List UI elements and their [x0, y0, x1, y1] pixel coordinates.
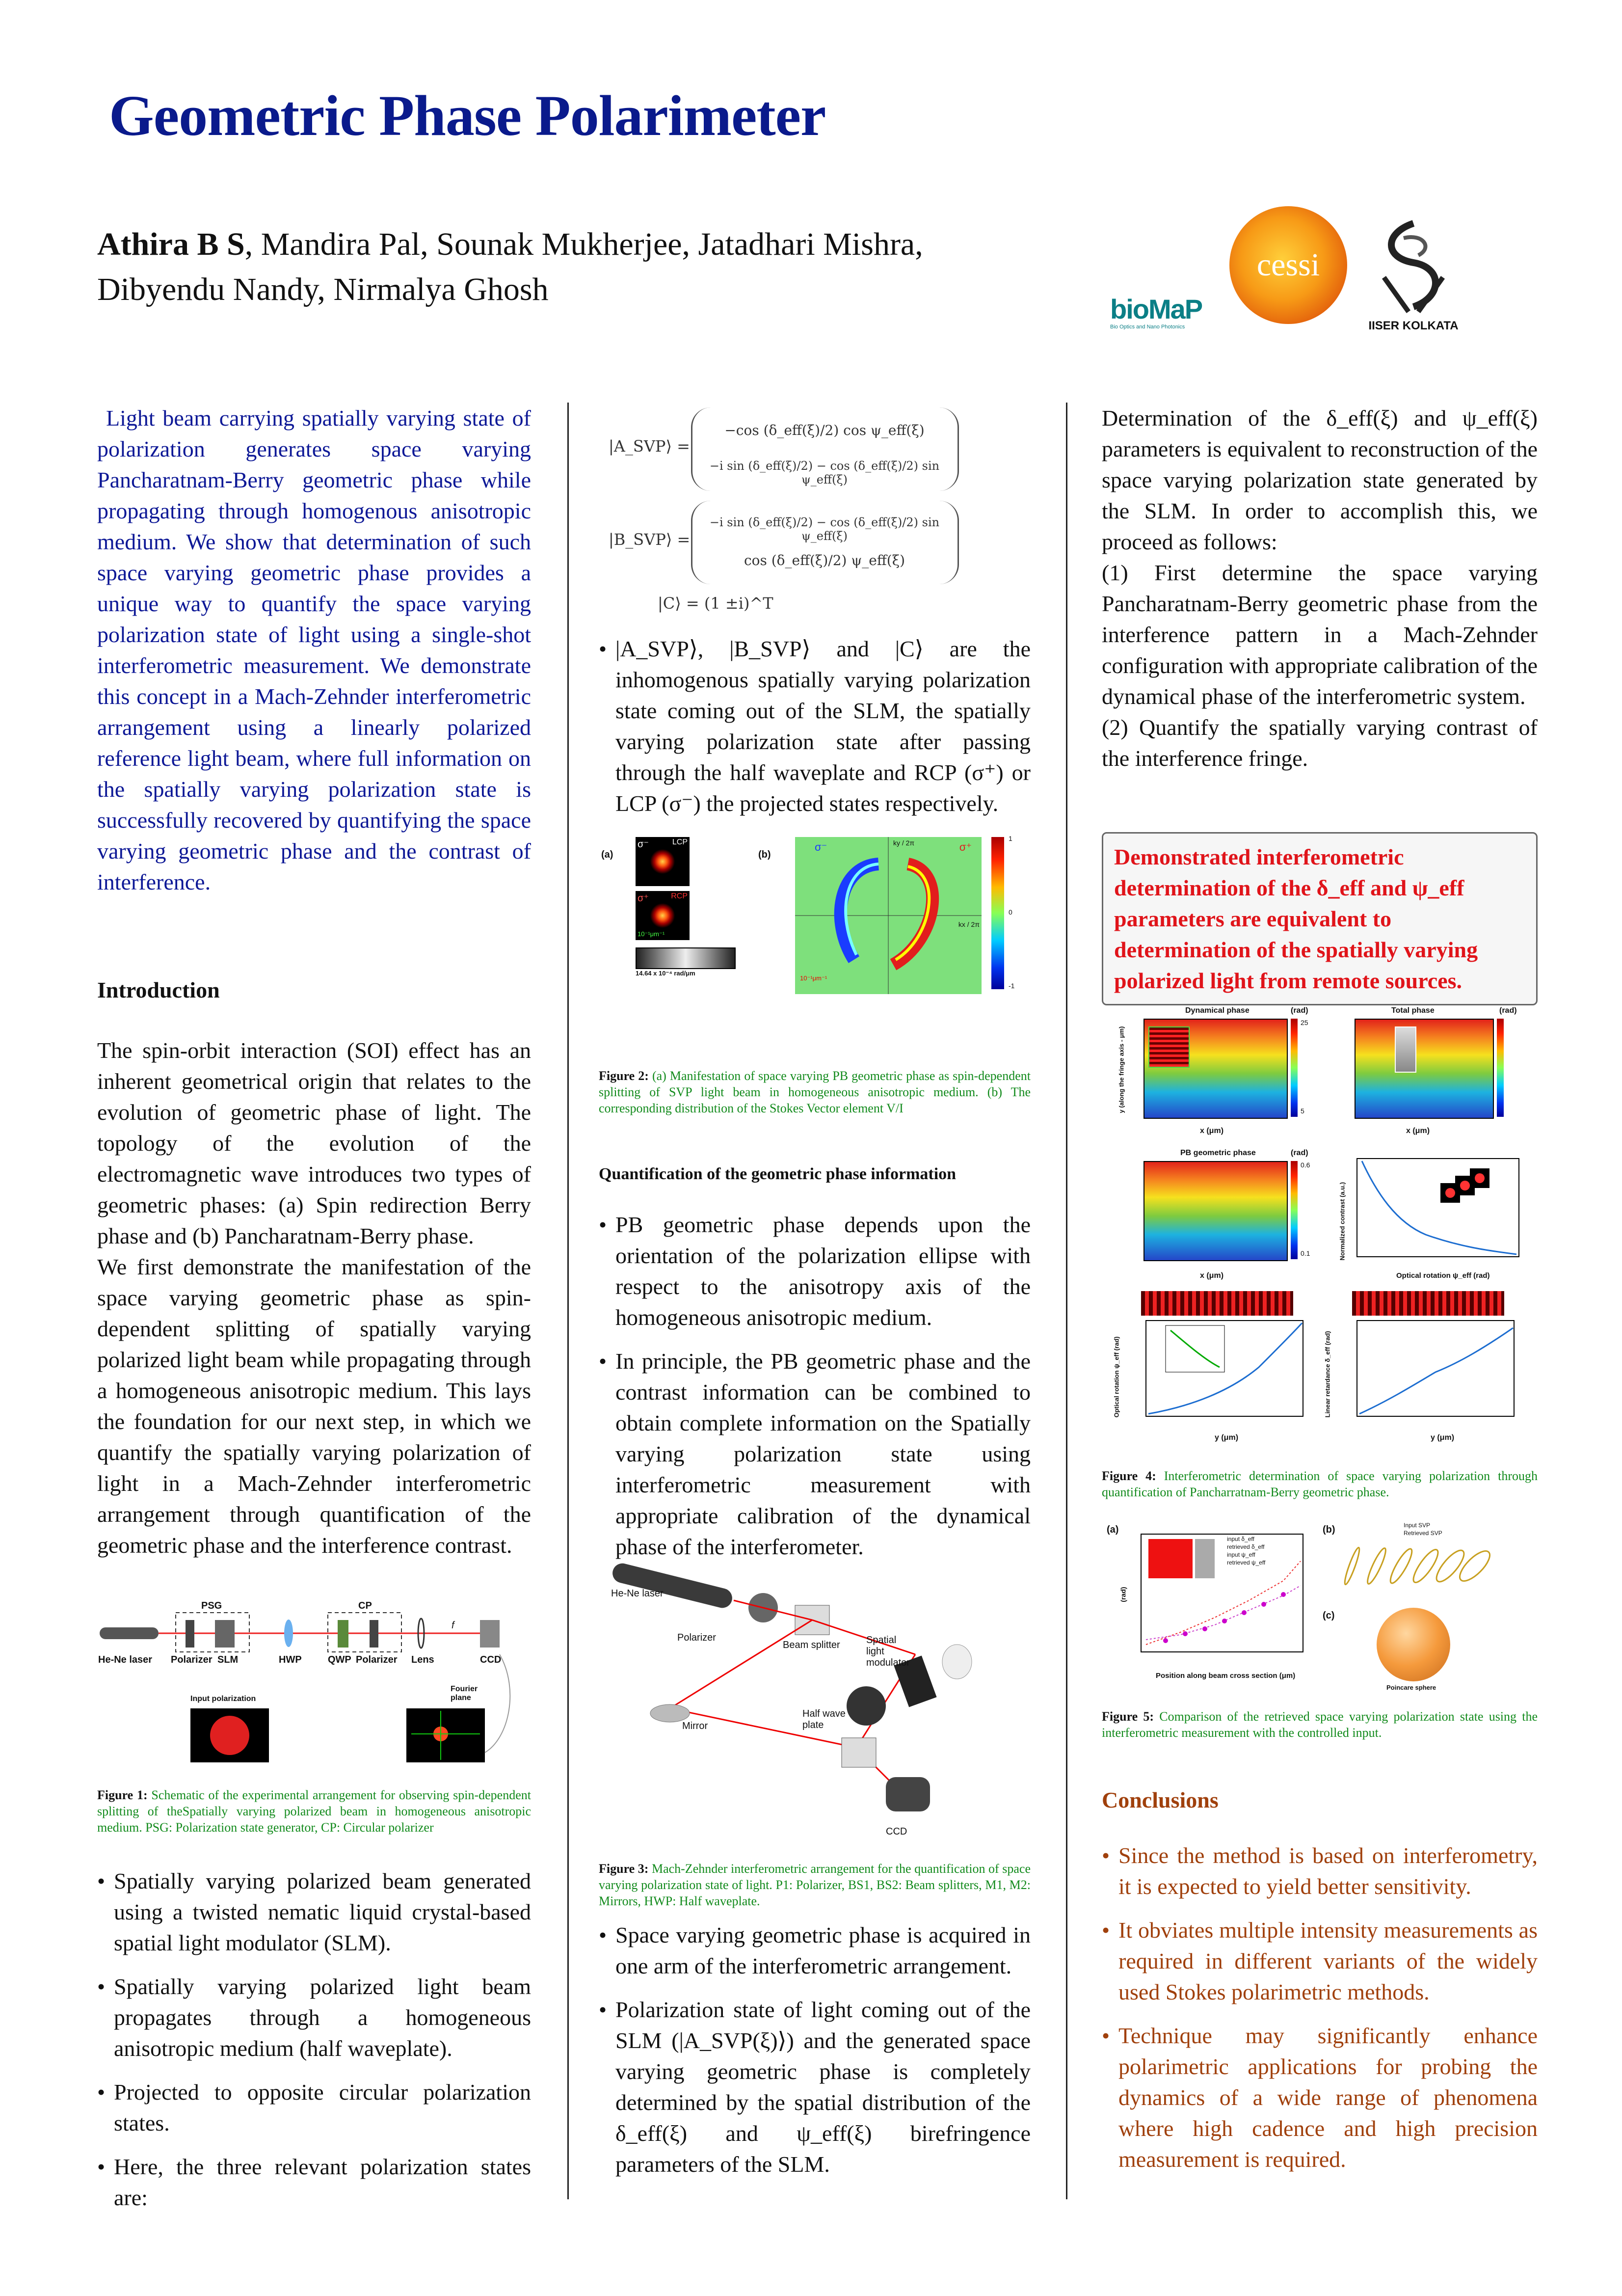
- fig2-caption-label: Figure 2:: [599, 1069, 649, 1083]
- figure-2-caption: [599, 1068, 1031, 1116]
- fig3-slm: Spatial light modulator: [866, 1635, 910, 1668]
- fig2-gradient-bar: [636, 947, 736, 969]
- conclusion-2: • It obviates multiple intensity measurements as required in different variants of the widely used Stokes polarimetric methods.: [1102, 1915, 1538, 2007]
- authors-line1: , Mandira Pal, Sounak Mukherjee, Jatadhari Mishra,: [244, 226, 923, 262]
- fig5-legend-3: input ψ_eff: [1227, 1551, 1255, 1558]
- figure-1-caption: [97, 1787, 531, 1836]
- poster-title: Geometric Phase Polarimeter: [109, 83, 826, 148]
- col3-paragraph-2: (1) First determine the space varying Pancharatnam-Berry geometric phase from the interference pattern in a Mach-Zehnder configuration with appropriate calibration of the dynamical phase of the interferometric system.: [1102, 560, 1538, 709]
- column-divider-2: [1066, 403, 1067, 2199]
- fig4-dyn-cb-5: 5: [1301, 1107, 1304, 1115]
- fig5-caption-label: Figure 5:: [1102, 1709, 1154, 1724]
- fig1-label-laser: He-Ne laser: [98, 1654, 153, 1665]
- fig3-laser: He-Ne laser: [611, 1588, 664, 1599]
- fig2-caption-text: (a) Manifestation of space varying PB geometric phase as spin-dependent splitting of SVP light beam in homogeneous anisotropic medium. (b) The corresponding distribution of the Stokes Vector element V/I: [599, 1069, 1031, 1115]
- biomap-logo-sub: Bio Optics and Nano Photonics: [1110, 324, 1185, 330]
- fig3-mirror: Mirror: [682, 1721, 708, 1731]
- fig1-f-label: f: [452, 1620, 454, 1631]
- fig4-fringe-strip-2: [1352, 1291, 1504, 1316]
- fig5-legend-1: input δ_eff: [1227, 1536, 1254, 1542]
- fig4-rotation-ylabel: Optical rotation ψ_eff (rad): [1113, 1336, 1120, 1418]
- fig4-rotation-plot: [1131, 1318, 1308, 1431]
- fig4-dyn-map: [1143, 1019, 1288, 1119]
- fig2-scale-a: 10⁻¹μm⁻¹: [638, 930, 665, 938]
- fig4-dyn-rad: (rad): [1291, 1006, 1308, 1015]
- fig3-hwp: Half wave plate: [802, 1708, 846, 1730]
- equations: [609, 407, 1031, 614]
- fig1-label-qwp: QWP: [328, 1654, 351, 1665]
- fig4-caption-label: Figure 4:: [1102, 1469, 1156, 1483]
- figure-4: [1102, 1006, 1539, 1448]
- iiser-emblem-icon: [1355, 218, 1472, 317]
- col1-bullet-2: • Spatially varying polarized light beam propagates through a homogeneous anisotropic medium (half waveplate).: [97, 1971, 531, 2064]
- fig2-cb-neg1: -1: [1009, 982, 1015, 990]
- fig4-dyn-cb-25: 25: [1301, 1019, 1308, 1026]
- eq-a-row1: −cos (δ_eff(ξ)/2) cos ψ_eff(ξ): [724, 422, 925, 438]
- fig4-contrast-plot: [1332, 1154, 1529, 1276]
- quant-heading: Quantification of the geometric phase information: [599, 1165, 957, 1183]
- col3-paragraph-1: Determination of the δ_eff(ξ) and ψ_eff(ξ) parameters is equivalent to reconstruction of the space varying polarization state generated by the SLM. In order to accomplish this, we proceed as follows:: [1102, 405, 1538, 554]
- fig5-label-b: (b): [1323, 1524, 1335, 1535]
- state-bullet: • |A_SVP⟩, |B_SVP⟩ and |C⟩ are the inhomogenous spatially varying polarization state coming out of the SLM, the spatially varying polarization state after passing through the half waveplate and RCP (σ⁺) or LCP (σ⁻) the projected states respectively.: [599, 633, 1031, 819]
- fig2-scale-b: 10⁻¹μm⁻¹: [800, 974, 827, 982]
- fig1-label-lens: Lens: [411, 1654, 434, 1665]
- iiser-logo-text: IISER KOLKATA: [1368, 319, 1459, 332]
- fig4-dyn-colorbar: [1291, 1019, 1298, 1117]
- intro-paragraph-2: We first demonstrate the manifestation of the space varying geometric phase as spin-dependent splitting of spatially varying polarized light beam while propagating through a homogeneous anisotropic medium. This lays the foundation for our next step, in which we quantify the spatially varying polarization of light in a Mach-Zehnder interferometric arrangement through quantification of the geometric phase and the interference contrast.: [97, 1254, 531, 1558]
- fig1-label-slm: SLM: [217, 1654, 239, 1665]
- fig2-bottom-label: 14.64 x 10⁻⁴ rad/μm: [636, 970, 695, 977]
- eq-b-row1: −i sin (δ_eff(ξ)/2) − cos (δ_eff(ξ)/2) sin ψ_eff(ξ): [709, 515, 940, 543]
- fig1-label-polarizer-2: Polarizer: [356, 1654, 398, 1665]
- eq-b-row2: cos (δ_eff(ξ)/2) ψ_eff(ξ): [744, 552, 905, 568]
- highlight-box: Demonstrated interferometric determination of the δ_eff and ψ_eff parameters are equivalent to determination of the spatially varying polarized light from remote sources.: [1102, 832, 1538, 1005]
- figure-5-caption: [1102, 1708, 1538, 1741]
- figure-2: [601, 835, 1023, 1046]
- quant-bullet-2: • In principle, the PB geometric phase and the contrast information can be combined to obtain complete information on the Spatially varying polarization state using interferometric measurement with appropriate calibration of the dynamical phase of the interferometer.: [599, 1346, 1031, 1562]
- fig4-caption-text: Interferometric determination of space varying polarization through quantification of Pancharratnam-Berry geometric phase.: [1102, 1469, 1538, 1499]
- cessi-logo-text: cessi: [1256, 247, 1320, 283]
- fig4-dyn-ylabel: y (along the fringe axis - μm): [1117, 1026, 1125, 1113]
- fig2-sigma-plus-b: σ⁺: [959, 841, 972, 853]
- fig4-pb-title: PB geometric phase: [1180, 1149, 1256, 1157]
- cessi-logo: [1229, 206, 1347, 324]
- fig2-kx: kx / 2π: [958, 920, 980, 928]
- figure-3-caption: [599, 1861, 1031, 1909]
- fig4-tot-colorbar: [1497, 1019, 1504, 1117]
- figure-1-schematic: [97, 1591, 539, 1777]
- fig1-psg-label: PSG: [201, 1600, 222, 1611]
- conclusions-section: [1102, 1784, 1538, 2188]
- fig4-contrast-ylabel: Normalized contrast (a.u.): [1338, 1182, 1346, 1261]
- fig2-colorbar: [991, 837, 1004, 989]
- quantification-section: [599, 1159, 1031, 1575]
- introduction: [97, 974, 531, 1561]
- intro-paragraph-1: The spin-orbit interaction (SOI) effect has an inherent geometrical origin that relates to the evolution of geometric phase of light. The topology of the evolution of the electromagnetic wave introduces two types of geometric phases: (a) Spin redirection Berry phase and (b) Pancharatnam-Berry phase.: [97, 1038, 531, 1248]
- fig2-cb-1: 1: [1009, 835, 1012, 842]
- fig4-dyn-xlabel: x (μm): [1200, 1127, 1224, 1135]
- fig4-pb-cb-top: 0.6: [1301, 1161, 1310, 1169]
- fig1-fourier-plane: Fourier plane: [451, 1685, 478, 1702]
- fig5-label-c: (c): [1323, 1610, 1335, 1621]
- quant-bullet-1: • PB geometric phase depends upon the orientation of the polarization ellipse with respect to the anisotropy axis of the homogeneous anisotropic medium.: [599, 1209, 1031, 1333]
- fig2-cb-0: 0: [1009, 908, 1012, 916]
- figure-3-setup: [601, 1561, 1033, 1846]
- fig4-pb-colorbar: [1291, 1161, 1298, 1259]
- col3-text: [1102, 403, 1538, 774]
- fig4-dyn-title: Dynamical phase: [1185, 1006, 1250, 1015]
- fig4-tot-title: Total phase: [1391, 1006, 1435, 1015]
- fig2-lcp-panel: [636, 837, 690, 886]
- conclusions-heading: Conclusions: [1102, 1787, 1219, 1812]
- fig1-label-polarizer: Polarizer: [171, 1654, 213, 1665]
- fig2-lcp-label: LCP: [672, 838, 688, 846]
- fig5-legend-b2: Retrieved SVP: [1404, 1530, 1442, 1537]
- authors-line2: Dibyendu Nandy, Nirmalya Ghosh: [97, 271, 549, 307]
- bottom-bullet-2: • Polarization state of light coming out of the SLM (|A_SVP(ξ)⟩) and the generated space varying geometric phase is completely determined by the spatial distribution of the δ_eff(ξ) and ψ_eff(ξ) birefringence parameters of the SLM.: [599, 1994, 1031, 2180]
- conclusion-3: • Technique may significantly enhance polarimetric applications for probing the dynamics of a wide range of phenomena where high cadence and high precision measurement is required.: [1102, 2020, 1538, 2175]
- fig2-stokes-map: [795, 837, 982, 994]
- first-author: Athira B S: [97, 226, 245, 262]
- col1-bullets: [97, 1865, 531, 2226]
- fig5-ylabel: (rad): [1119, 1587, 1127, 1602]
- col2-state-bullet: [599, 633, 1031, 832]
- fig2-rcp-label: RCP: [671, 892, 688, 900]
- fig3-ccd: CCD: [886, 1826, 907, 1837]
- fig4-tot-inset: [1395, 1026, 1416, 1073]
- fig3-caption-label: Figure 3:: [599, 1862, 649, 1876]
- fig1-caption-label: Figure 1:: [97, 1788, 148, 1802]
- fig4-tot-rad: (rad): [1499, 1006, 1517, 1015]
- bottom-bullet-1: • Space varying geometric phase is acquired in one arm of the interferometric arrangement.: [599, 1919, 1031, 1981]
- fig3-caption-text: Mach-Zehnder interferometric arrangement for the quantification of space varying polarization state of light. P1: Polarizer, BS1, BS2: Beam splitters, M1, M2: Mirrors, HWP: Half waveplate.: [599, 1862, 1031, 1908]
- col2-bottom-bullets: [599, 1919, 1031, 2192]
- biomap-logo-text: bioMaP: [1110, 294, 1202, 324]
- col3-paragraph-3: (2) Quantify the spatially varying contrast of the interference fringe.: [1102, 715, 1538, 771]
- conclusion-1: • Since the method is based on interferometry, it is expected to yield better sensitivity.: [1102, 1840, 1538, 1902]
- author-list: [97, 222, 1103, 312]
- fig5-comparison-plot: [1121, 1532, 1308, 1664]
- fig1-input-polarization: Input polarization: [190, 1695, 256, 1703]
- fig2-sigma-minus-b: σ⁻: [815, 841, 827, 853]
- fig4-pb-cb-bottom: 0.1: [1301, 1249, 1310, 1257]
- col1-bullet-4: • Here, the three relevant polarization states are:: [97, 2151, 531, 2213]
- fig2-sigma-plus-a: σ⁺: [638, 893, 649, 904]
- fig5-legend-4: retrieved ψ_eff: [1227, 1559, 1266, 1566]
- fig3-beam-splitter: Beam splitter: [783, 1640, 840, 1650]
- fig5-legend-2: retrieved δ_eff: [1227, 1543, 1265, 1550]
- column-divider-1: [567, 403, 569, 2199]
- fig5-poincare-label: Poincare sphere: [1386, 1684, 1436, 1691]
- fig2-ky: ky / 2π: [893, 839, 915, 847]
- col1-bullet-3: • Projected to opposite circular polarization states.: [97, 2077, 531, 2138]
- fig1-label-hwp: HWP: [279, 1654, 302, 1665]
- iiser-logo: [1355, 218, 1472, 336]
- fig4-retardance-xlabel: y (μm): [1431, 1433, 1455, 1442]
- fig4-dyn-inset: [1148, 1026, 1190, 1068]
- fig1-caption-text: Schematic of the experimental arrangement for observing spin-dependent splitting of theSpatially varying polarized beam in homogeneous anisotropic medium. PSG: Polarization state generator, CP: Circular polarizer: [97, 1788, 531, 1835]
- fig1-cp-label: CP: [358, 1600, 372, 1611]
- figure-5: [1102, 1522, 1539, 1689]
- figure-4-caption: [1102, 1468, 1538, 1500]
- fig5-label-a: (a): [1107, 1524, 1119, 1535]
- fig4-retardance-ylabel: Linear retardance δ_eff (rad): [1324, 1331, 1331, 1418]
- eq-a-lhs: |A_SVP⟩ =: [609, 437, 690, 456]
- figure-1: [97, 1591, 539, 1777]
- figure-3: [601, 1561, 1033, 1846]
- fig5-poincare-sphere: [1377, 1608, 1450, 1681]
- eq-b-lhs: |B_SVP⟩ =: [609, 530, 691, 549]
- fig4-pb-map: [1143, 1161, 1288, 1261]
- fig1-label-ccd: CCD: [480, 1654, 502, 1665]
- fig5-xlabel: Position along beam cross section (μm): [1156, 1672, 1296, 1680]
- fig2-label-a: (a): [601, 849, 613, 860]
- abstract: Light beam carrying spatially varying state of polarization generates space varying Pancharatnam-Berry geometric phase while propagating through homogenous anisotropic medium. We show that determination of such space varying geometric phase provides a unique way to quantify the space varying polarization state of light using a single-shot interferometric measurement. We demonstrate this concept in a Mach-Zehnder interferometric arrangement using a linearly polarized reference light beam, where full information on the spatially varying polarization state is successfully recovered by quantifying the space varying geometric phase and the contrast of interference.: [97, 405, 531, 894]
- fig4-retardance-plot: [1342, 1318, 1519, 1431]
- fig4-rotation-xlabel: y (μm): [1215, 1433, 1239, 1442]
- fig4-tot-xlabel: x (μm): [1406, 1127, 1430, 1135]
- fig5-ellipses: [1337, 1537, 1514, 1595]
- fig2-rcp-panel: [636, 891, 690, 940]
- fig3-polarizer: Polarizer: [677, 1632, 716, 1643]
- biomap-logo: [1110, 295, 1233, 339]
- col1-bullet-1: • Spatially varying polarized beam generated using a twisted nematic liquid crystal-based spatial light modulator (SLM).: [97, 1865, 531, 1958]
- fig5-caption-text: Comparison of the retrieved space varying polarization state using the interferometric measurement with the controlled input.: [1102, 1709, 1538, 1740]
- eq-c: |C⟩ = (1 ±i)^T: [658, 594, 773, 613]
- fig2-label-b: (b): [758, 849, 771, 860]
- fig2-sigma-minus-a: σ⁻: [638, 839, 649, 850]
- fig5-legend-b1: Input SVP: [1404, 1522, 1431, 1529]
- fig4-contrast-xlabel: Optical rotation ψ_eff (rad): [1396, 1271, 1490, 1280]
- fig2-stokes-svg: [795, 837, 982, 994]
- fig4-pb-rad: (rad): [1291, 1149, 1308, 1157]
- intro-heading: Introduction: [97, 977, 220, 1002]
- eq-a-row2: −i sin (δ_eff(ξ)/2) − cos (δ_eff(ξ)/2) sin ψ_eff(ξ): [709, 459, 940, 486]
- fig4-fringe-strip-1: [1141, 1291, 1293, 1316]
- fig4-pb-xlabel: x (μm): [1200, 1271, 1224, 1280]
- fig4-tot-map: [1355, 1019, 1494, 1119]
